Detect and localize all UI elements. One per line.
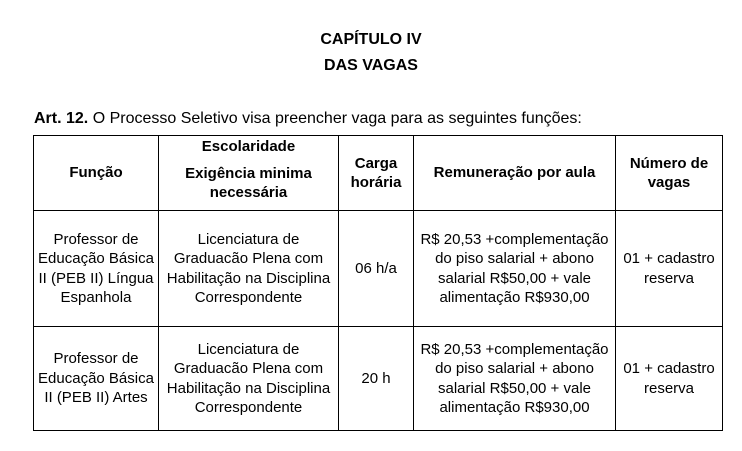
article-label: Art. 12. [34, 110, 89, 127]
article-text: O Processo Seletivo visa preencher vaga para as seguintes funções: [92, 110, 582, 127]
cell-funcao: Professor de Educação Básica II (PEB II) Língua Espanhola [34, 211, 159, 327]
cell-vagas: 01 + cadastro reserva [616, 327, 723, 431]
header-exigencia-label: Exigência minima necessária [185, 164, 312, 202]
header-remuneracao: Remuneração por aula [414, 136, 616, 211]
cell-remuneracao: R$ 20,53 +complementação do piso salarial + abono salarial R$50,00 + vale alimentação R$930,00 [414, 327, 616, 431]
table-row [34, 327, 723, 431]
cell-remuneracao: R$ 20,53 +complementação do piso salarial + abono salarial R$50,00 + vale alimentação R$930,00 [414, 211, 616, 327]
header-funcao: Função [34, 136, 159, 211]
article-paragraph [34, 109, 582, 129]
cell-carga: 06 h/a [339, 211, 414, 327]
cell-funcao: Professor de Educação Básica II (PEB II) Artes [34, 327, 159, 431]
cell-carga: 20 h [339, 327, 414, 431]
chapter-title: CAPÍTULO IV [320, 31, 422, 48]
cell-vagas: 01 + cadastro reserva [616, 211, 723, 327]
header-carga: Carga horária [339, 136, 414, 211]
cell-escolaridade: Licenciatura de Graduacão Plena com Habilitação na Disciplina Correspondente [159, 211, 339, 327]
table-header-row [34, 136, 723, 211]
section-title: DAS VAGAS [324, 57, 418, 74]
vacancies-table [33, 135, 723, 431]
header-escolaridade [159, 136, 339, 211]
header-escolaridade-label: Escolaridade [201, 138, 296, 156]
table-row [34, 211, 723, 327]
cell-escolaridade: Licenciatura de Graduacão Plena com Habilitação na Disciplina Correspondente [159, 327, 339, 431]
header-vagas: Número de vagas [616, 136, 723, 211]
